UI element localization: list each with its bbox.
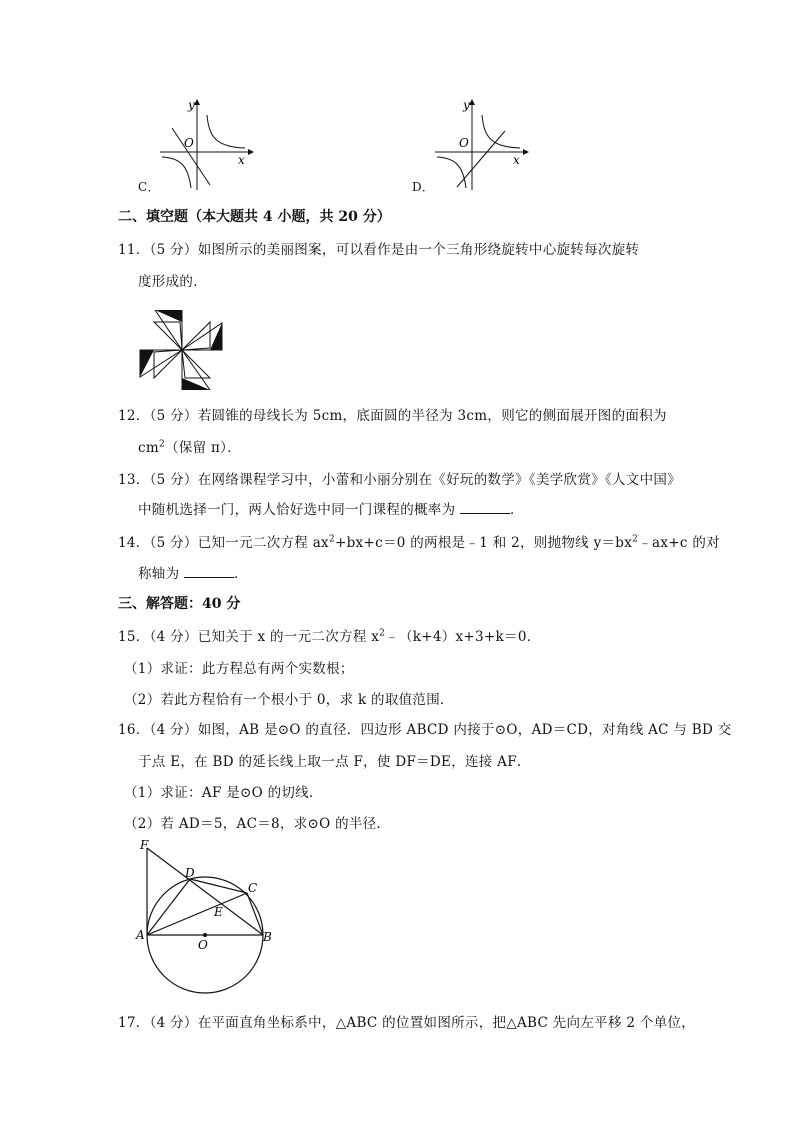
q15-line1 <box>118 625 541 645</box>
figure16-label-C: C <box>248 881 258 895</box>
q14-line2-text: 称轴为 <box>138 566 180 582</box>
graph-d-x-arrow <box>523 149 529 155</box>
q14-line1-part-c: ﹣ax+c 的对 <box>638 535 720 551</box>
q15-part2: （2）若此方程恰有一个根小于 0，求 k 的取值范围． <box>124 692 454 708</box>
q14-line2-end: ． <box>234 566 248 582</box>
figure16-label-O: O <box>198 938 208 952</box>
q13-line2 <box>138 498 524 518</box>
graph-c-x-label: x <box>238 153 245 167</box>
pinwheel-figure <box>135 310 230 390</box>
figure16-label-A: A <box>136 928 145 942</box>
graph-c-hyperbola-2 <box>162 157 191 188</box>
q14-line1 <box>118 531 720 551</box>
q16-part1: （1）求证：AF 是⊙O 的切线． <box>124 785 323 801</box>
q13-line2-end: ． <box>510 502 524 518</box>
graph-d <box>425 95 530 195</box>
section2-title: 二、填空题（本大题共 4 小题，共 20 分） <box>118 209 391 225</box>
graph-c-label: C． <box>138 180 160 194</box>
graph-d-y-label: y <box>463 98 470 112</box>
q14-line1-part-a: 14．（5 分）已知一元二次方程 ax <box>118 535 329 551</box>
q15-part1: （1）求证：此方程总有两个实数根； <box>124 661 354 677</box>
q14-exponent-2: 2 <box>632 534 639 545</box>
graph-d-y-arrow <box>469 99 475 105</box>
pinwheel-triangle-6 <box>154 350 182 378</box>
graph-c <box>150 95 255 195</box>
graph-c-hyperbola-1 <box>207 115 245 148</box>
figure16-label-B: B <box>263 930 272 944</box>
figure16-center-dot <box>203 933 207 937</box>
q12-line2-text: （保留 π）． <box>165 440 242 456</box>
graph-c-y-label: y <box>188 98 195 112</box>
figure16-diagonal-AC <box>147 893 247 935</box>
graph-d-hyperbola-1 <box>482 115 520 148</box>
q11-line2: 度形成的． <box>138 274 207 290</box>
section3-title: 三、解答题：40 分 <box>118 596 241 612</box>
graph-c-origin-label: O <box>184 136 194 150</box>
pinwheel-triangle-4 <box>182 350 210 378</box>
q12-line2 <box>138 436 241 456</box>
q17-line1: 17．（4 分）在平面直角坐标系中，△ABC 的位置如图所示，把△ABC 先向左平移 2 个单位， <box>118 1015 696 1031</box>
q15-line1-part-a: 15．（4 分）已知关于 x 的一元二次方程 x <box>118 629 380 645</box>
graph-c-x-arrow <box>248 149 254 155</box>
figure16-label-F: F <box>140 838 149 852</box>
graph-d-origin-label: O <box>459 136 469 150</box>
q14-line1-part-b: +bx+c＝0 的两根是﹣1 和 2，则抛物线 y＝bx <box>335 535 633 551</box>
q14-exponent-1: 2 <box>328 534 335 545</box>
q15-exponent: 2 <box>379 628 386 639</box>
q16-part2: （2）若 AD＝5，AC＝8，求⊙O 的半径． <box>124 816 391 832</box>
q14-answer-blank <box>184 565 234 578</box>
figure16-segment-FB <box>147 848 263 935</box>
graph-d-label: D． <box>412 180 435 194</box>
q15-line1-part-b: ﹣（k+4）x+3+k＝0． <box>385 629 541 645</box>
figure16 <box>132 836 282 996</box>
q13-line2-text: 中随机选择一门，两人恰好选中同一门课程的概率为 <box>138 502 456 518</box>
pinwheel-triangle-2 <box>182 322 210 350</box>
q12-unit: cm <box>138 440 159 456</box>
pinwheel-triangle-8 <box>154 322 182 350</box>
q13-answer-blank <box>460 501 510 514</box>
q16-line1: 16．（4 分）如图，AB 是⊙O 的直径．四边形 ABCD 内接于⊙O，AD＝CD，对角线 AC 与 BD 交 <box>118 722 732 738</box>
q14-line2 <box>138 562 248 582</box>
q16-line2: 于点 E，在 BD 的延长线上取一点 F，使 DF＝DE，连接 AF． <box>138 754 531 770</box>
q13-line1: 13．（5 分）在网络课程学习中，小蕾和小丽分别在《好玩的数学》《美学欣赏》《人文中国》 <box>118 472 682 488</box>
graph-c-y-arrow <box>194 99 200 105</box>
figure16-label-D: D <box>185 866 195 880</box>
graph-d-hyperbola-2 <box>437 157 466 188</box>
q12-line1: 12．（5 分）若圆锥的母线长为 5cm，底面圆的半径为 3cm，则它的侧面展开图的面积为 <box>118 408 667 424</box>
q11-line1: 11．（5 分）如图所示的美丽图案，可以看作是由一个三角形绕旋转中心旋转每次旋转 <box>118 242 640 258</box>
q12-unit-exponent: 2 <box>158 439 165 450</box>
figure16-label-E: E <box>214 905 223 919</box>
graph-d-x-label: x <box>513 153 520 167</box>
